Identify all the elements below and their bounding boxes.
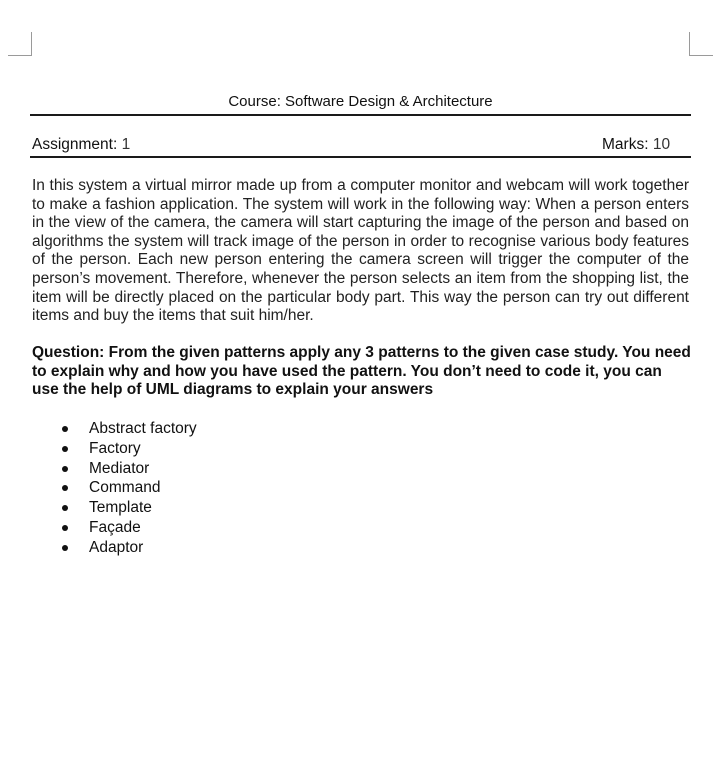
pattern-label: Abstract factory [89,420,197,437]
pattern-label: Factory [89,439,141,457]
pattern-label: Template [89,499,152,517]
bullet-icon [62,466,68,472]
course-title [30,93,691,111]
marks-label: Marks [602,136,645,153]
assignment-info: Assignment: 1 [32,136,131,153]
pattern-label: Adaptor [89,538,144,556]
bullet-icon [62,446,68,452]
pattern-label: Façade [89,518,141,536]
assignment-label: Assignment [32,136,113,153]
crop-mark-top-left [8,32,32,56]
case-study-paragraph: In this system a virtual mirror made up from a computer monitor and webcam will work together to make a fashion application. The system will work in the following way: When a person enters in the view of the camera, the camera will start capturing the image of the person and based on algorithms the system will track image of the person in order to recognise various body features of the person. Each new person entering the camera screen will trigger the computer of the person’s movement. Therefore, whenever the person selects an item from the shopping list, the item will be directly placed on the particular body part. This way the person can try out different items and buy the items that suit him/her. [32,177,689,325]
bullet-icon [62,505,68,511]
crop-mark-top-right [689,32,713,56]
bullet-icon [62,426,68,432]
bullet-icon [62,545,68,551]
bullet-icon [62,525,68,531]
assignment-value: 1 [121,136,131,153]
header-divider-top [30,114,691,116]
marks-value: 10 [652,136,671,153]
pattern-label: Mediator [89,459,150,477]
course-value: Software Design & Architecture [285,93,493,110]
pattern-label: Command [89,479,161,497]
question-text: Question: From the given patterns apply any 3 patterns to the given case study. You need to explain why and how you have used the pattern. You don’t need to code it, you can use the help of UML diagrams to explain your answers [32,344,691,399]
marks-info: Marks: 10 [602,136,671,153]
header-divider-bottom [30,156,691,158]
course-label: Course: [228,93,281,110]
bullet-icon [62,485,68,491]
